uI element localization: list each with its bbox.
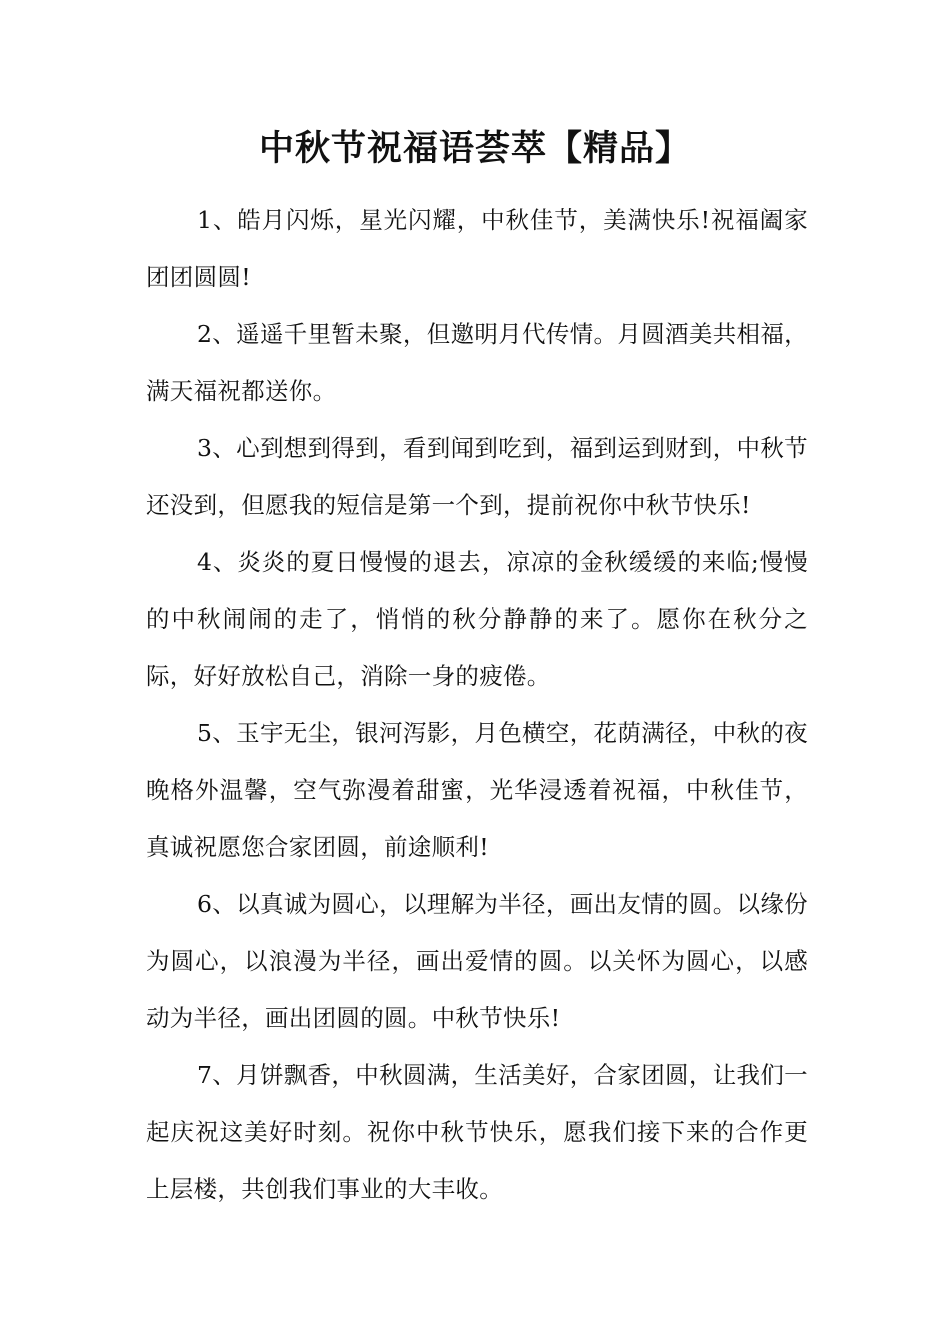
paragraph-6: 6、以真诚为圆心，以理解为半径，画出友情的圆。以缘份为圆心，以浪漫为半径，画出爱情的圆。以关怀为圆心，以感动为半径，画出团圆的圆。中秋节快乐!: [146, 890, 808, 1032]
paragraph-3: 3、心到想到得到，看到闻到吃到，福到运到财到，中秋节还没到，但愿我的短信是第一个到，提前祝你中秋节快乐!: [146, 434, 808, 519]
document-body: [146, 192, 808, 1218]
document-title: 中秋节祝福语荟萃【精品】: [258, 129, 691, 169]
paragraph-1: 1、皓月闪烁，星光闪耀，中秋佳节，美满快乐!祝福阖家团团圆圆!: [146, 206, 808, 291]
paragraph-5: 5、玉宇无尘，银河泻影，月色横空，花荫满径，中秋的夜晚格外温馨，空气弥漫着甜蜜，光华浸透着祝福，中秋佳节，真诚祝愿您合家团圆，前途顺利!: [146, 719, 808, 861]
paragraph-2: 2、遥遥千里暂未聚，但邀明月代传情。月圆酒美共相福，满天福祝都送你。: [146, 320, 808, 405]
paragraph-7: 7、月饼飘香，中秋圆满，生活美好，合家团圆，让我们一起庆祝这美好时刻。祝你中秋节快乐，愿我们接下来的合作更上层楼，共创我们事业的大丰收。: [146, 1061, 808, 1203]
paragraph-4: 4、炎炎的夏日慢慢的退去，凉凉的金秋缓缓的来临;慢慢的中秋闹闹的走了，悄悄的秋分静静的来了。愿你在秋分之际，好好放松自己，消除一身的疲倦。: [146, 548, 808, 690]
